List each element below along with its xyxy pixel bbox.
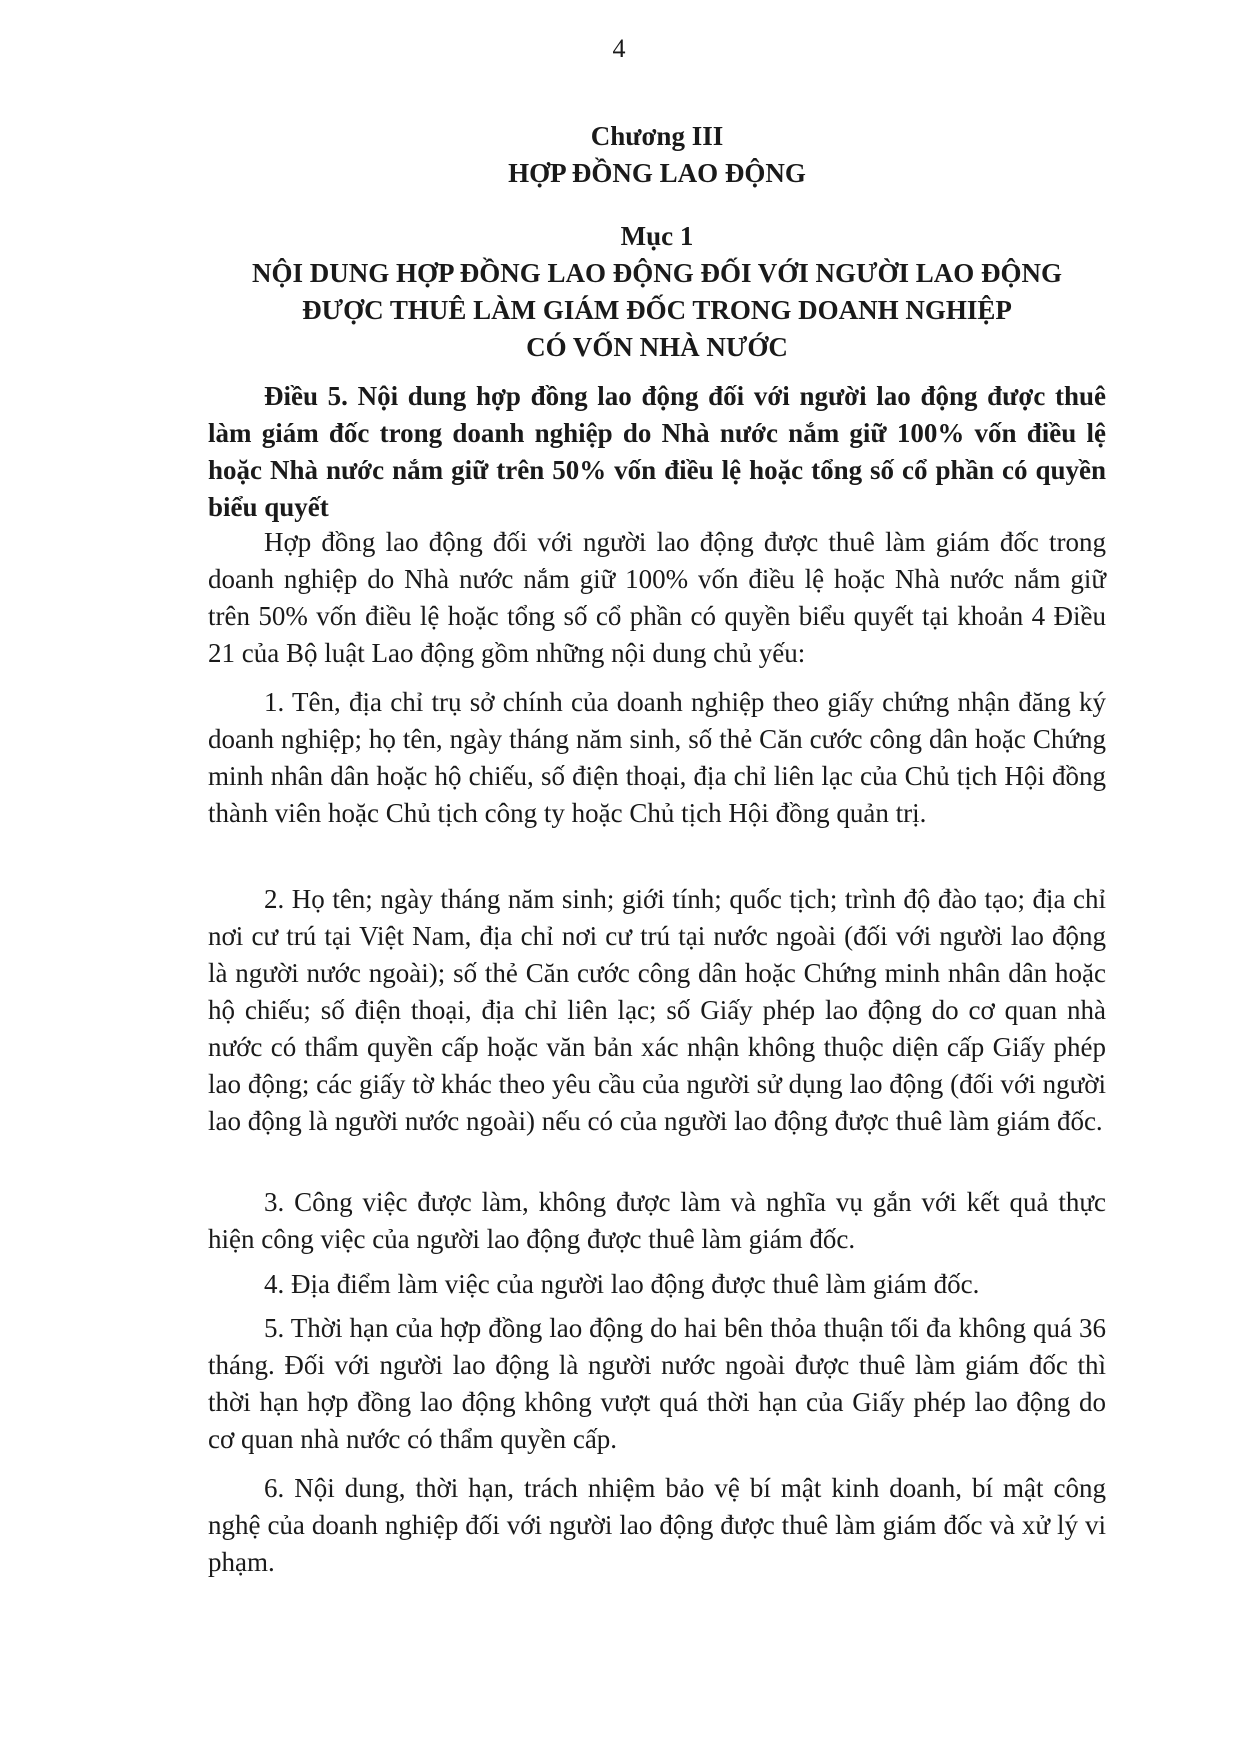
chapter-title: HỢP ĐỒNG LAO ĐỘNG	[508, 158, 806, 188]
section-heading	[208, 218, 1106, 366]
article-item-1: 1. Tên, địa chỉ trụ sở chính của doanh nghiệp theo giấy chứng nhận đăng ký doanh nghiệp; họ tên, ngày tháng năm sinh, số thẻ Căn cước công dân hoặc Chứng minh nhân dân hoặc hộ chiếu, số điện thoại, địa chỉ liên lạc của Chủ tịch Hội đồng thành viên hoặc Chủ tịch công ty hoặc Chủ tịch Hội đồng quản trị.	[208, 687, 1106, 828]
article-item-3: 3. Công việc được làm, không được làm và nghĩa vụ gắn với kết quả thực hiện công việc của người lao động được thuê làm giám đốc.	[208, 1187, 1106, 1254]
section-title-line-3: CÓ VỐN NHÀ NƯỚC	[526, 332, 788, 362]
section-title-line-1: NỘI DUNG HỢP ĐỒNG LAO ĐỘNG ĐỐI VỚI NGƯỜI LAO ĐỘNG	[251, 258, 1063, 288]
article-item-2: 2. Họ tên; ngày tháng năm sinh; giới tính; quốc tịch; trình độ đào tạo; địa chỉ nơi cư trú tại Việt Nam, địa chỉ nơi cư trú tại nước ngoài (đối với người lao động là người nước ngoài); số thẻ Căn cước công dân hoặc Chứng minh nhân dân hoặc hộ chiếu; số điện thoại, địa chỉ liên lạc; số Giấy phép lao động do cơ quan nhà nước có thẩm quyền cấp hoặc văn bản xác nhận không thuộc diện cấp Giấy phép lao động; các giấy tờ khác theo yêu cầu của người sử dụng lao động (đối với người lao động là người nước ngoài) nếu có của người lao động được thuê làm giám đốc.	[208, 884, 1106, 1136]
section-label: Mục 1	[620, 221, 694, 251]
page-number: 4	[612, 34, 626, 63]
chapter-label: Chương III	[590, 121, 724, 151]
article-item-4: 4. Địa điểm làm việc của người lao động được thuê làm giám đốc.	[264, 1269, 980, 1299]
article-heading: Điều 5. Nội dung hợp đồng lao động đối với người lao động được thuê làm giám đốc trong doanh nghiệp do Nhà nước nắm giữ 100% vốn điều lệ hoặc Nhà nước nắm giữ trên 50% vốn điều lệ hoặc tổng số cổ phần có quyền biểu quyết	[208, 381, 1106, 522]
chapter-heading	[208, 118, 1106, 192]
article-item-5: 5. Thời hạn của hợp đồng lao động do hai bên thỏa thuận tối đa không quá 36 tháng. Đối với người lao động là người nước ngoài được thuê làm giám đốc thì thời hạn hợp đồng lao động không vượt quá thời hạn của Giấy phép lao động do cơ quan nhà nước có thẩm quyền cấp.	[208, 1313, 1106, 1454]
article-item-6: 6. Nội dung, thời hạn, trách nhiệm bảo vệ bí mật kinh doanh, bí mật công nghệ của doanh nghiệp đối với người lao động được thuê làm giám đốc và xử lý vi phạm.	[208, 1473, 1106, 1577]
section-title-line-2: ĐƯỢC THUÊ LÀM GIÁM ĐỐC TRONG DOANH NGHIỆP	[302, 295, 1012, 325]
article-intro: Hợp đồng lao động đối với người lao động được thuê làm giám đốc trong doanh nghiệp do Nhà nước nắm giữ 100% vốn điều lệ hoặc Nhà nước nắm giữ trên 50% vốn điều lệ hoặc tổng số cổ phần có quyền biểu quyết tại khoản 4 Điều 21 của Bộ luật Lao động gồm những nội dung chủ yếu:	[208, 527, 1106, 668]
